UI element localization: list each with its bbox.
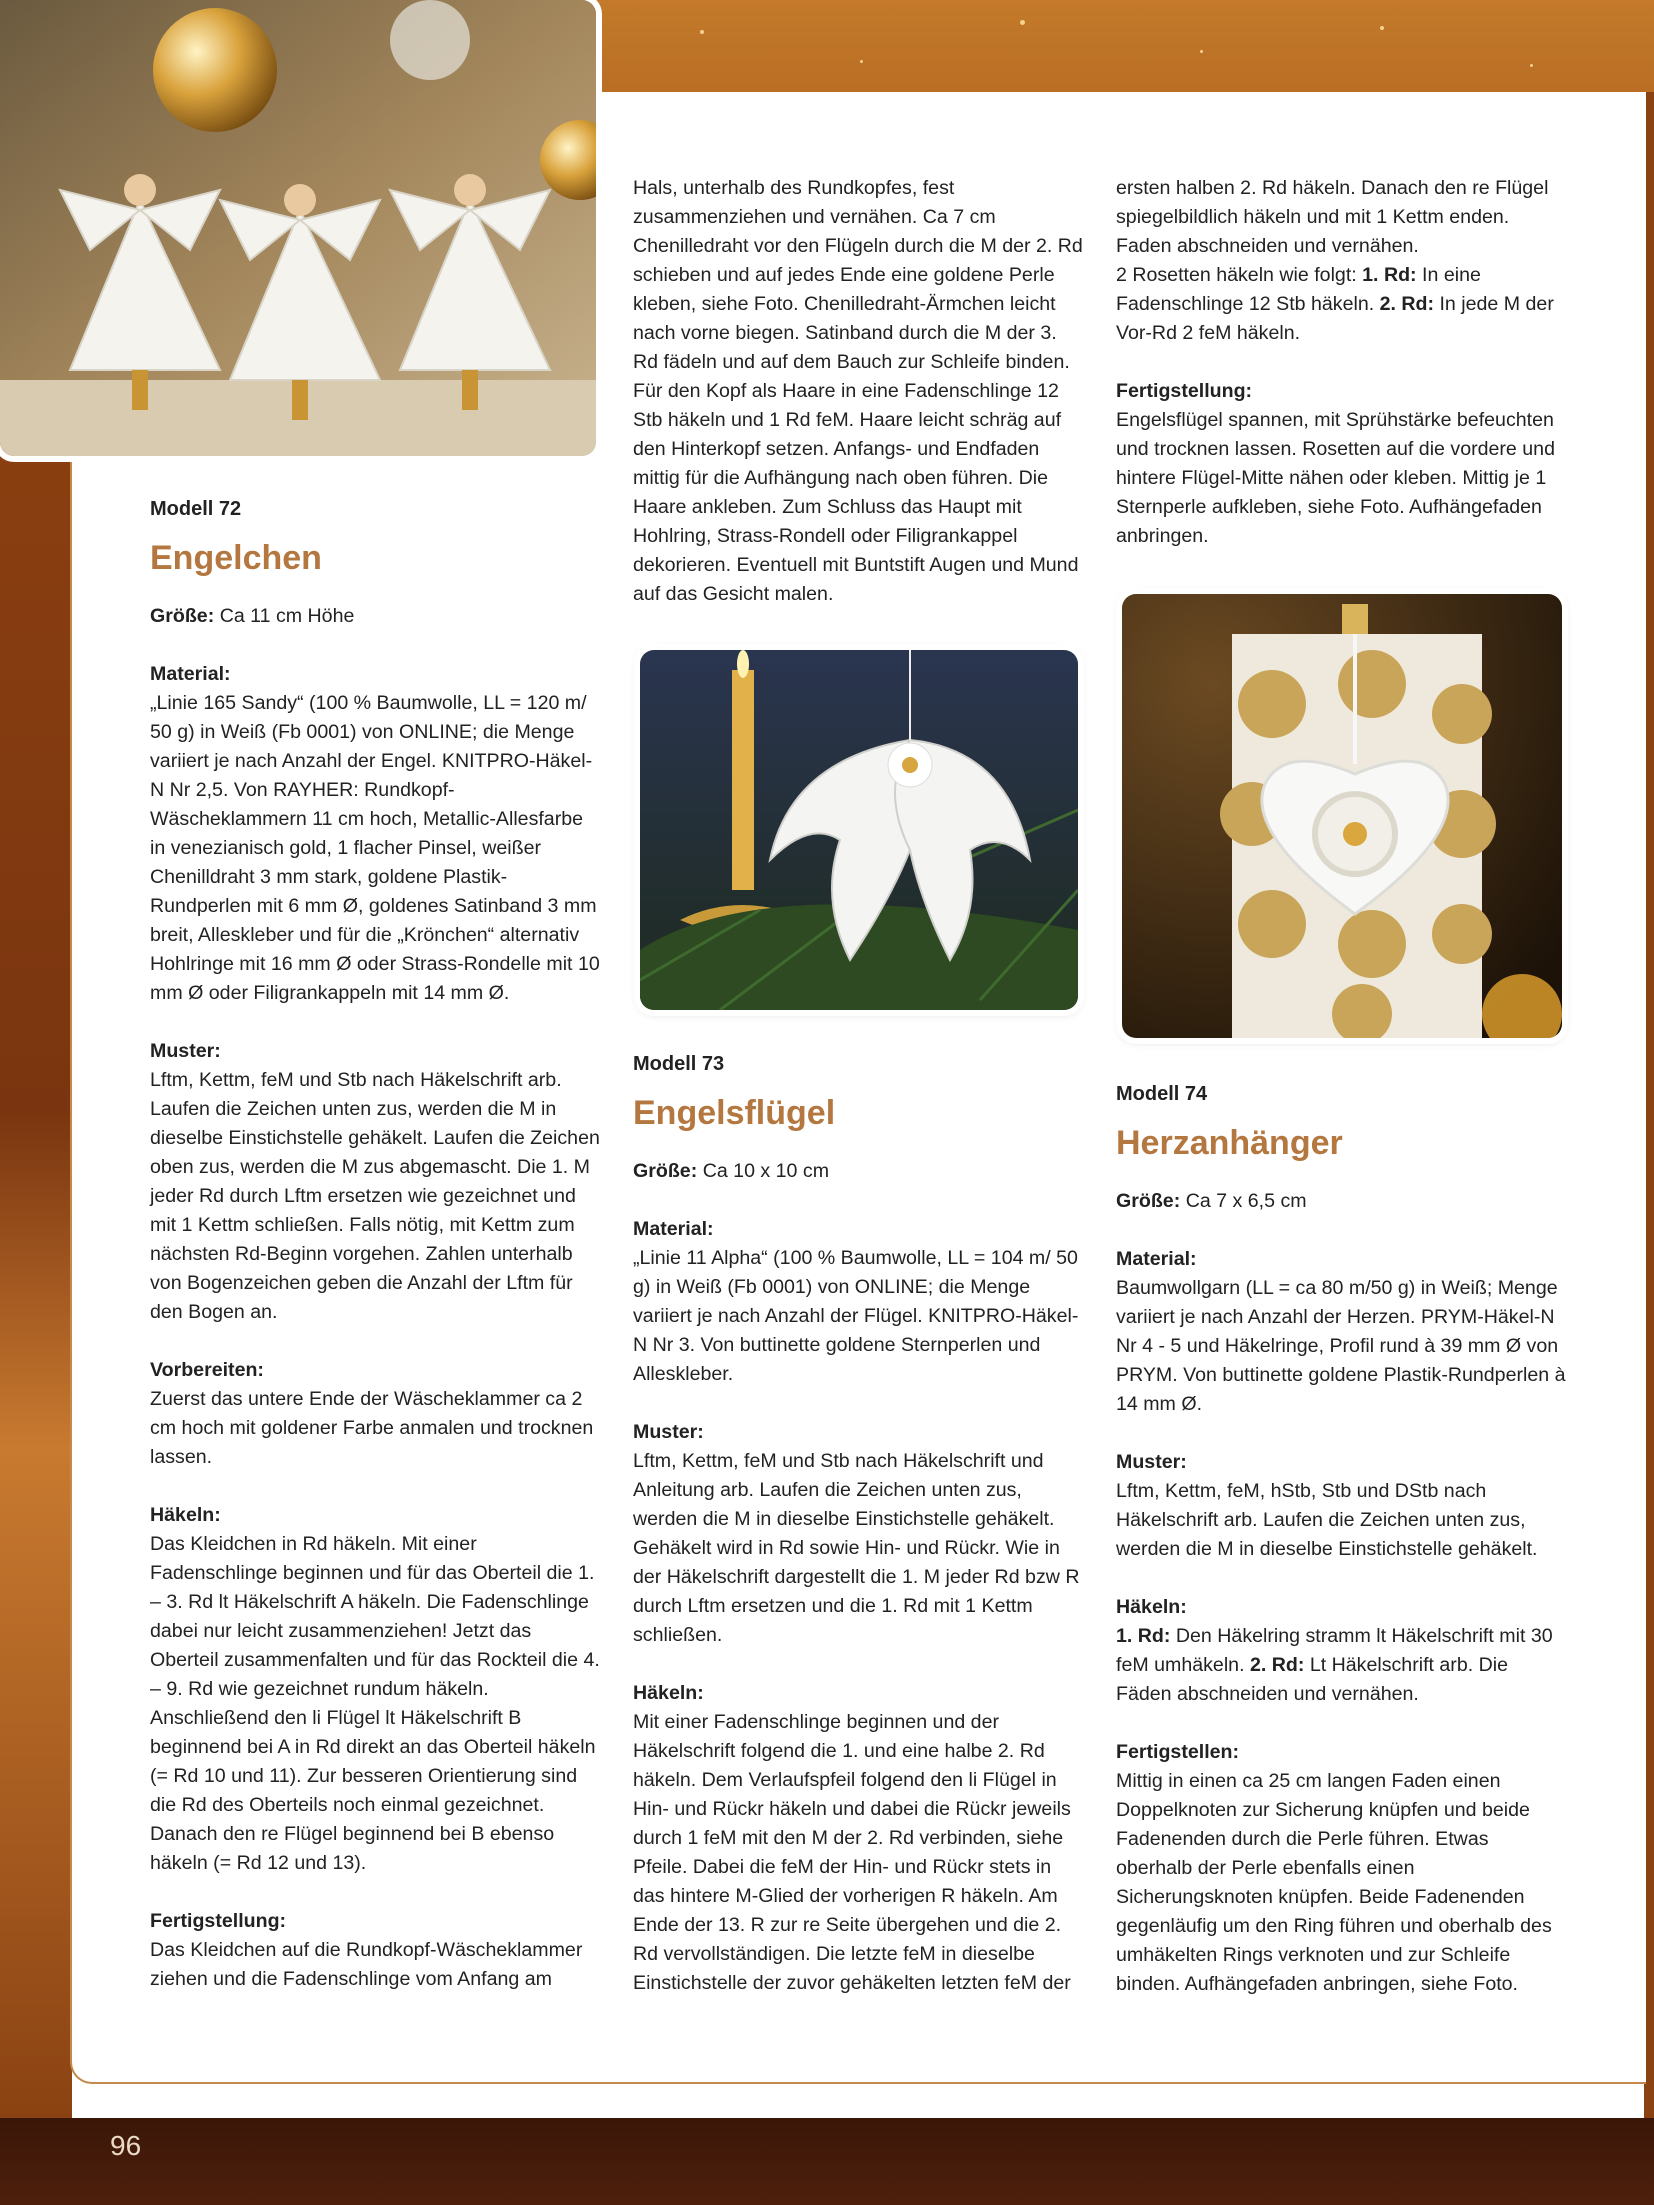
material-label: Material: xyxy=(633,1218,714,1240)
model-72-material xyxy=(150,660,602,1008)
fertigstellen-label: Fertigstellen: xyxy=(1116,1741,1240,1763)
model-73-fertigstellung xyxy=(1116,377,1568,551)
model-73-continued-column xyxy=(1116,174,1568,580)
vorbereiten-text: Zuerst das untere Ende der Wäscheklammer ca 2 cm hoch mit goldener Farbe anmalen und trocknen lassen. xyxy=(150,1388,594,1468)
vorbereiten-label: Vorbereiten: xyxy=(150,1359,264,1381)
angel-wing-illustration xyxy=(640,650,1078,1010)
rosetten-intro: 2 Rosetten häkeln wie folgt: xyxy=(1116,264,1363,286)
model-73-muster xyxy=(633,1418,1085,1650)
model-73-kicker: Modell 73 xyxy=(633,1053,725,1075)
material-text: „Linie 165 Sandy“ (100 % Baumwolle, LL = 120 m/ 50 g) in Weiß (Fb 0001) von ONLINE; die Menge variiert je nach Anzahl der Engel. KNITPRO-Häkel-N Nr 2,5. Von RAYHER: Rundkopf-Wäscheklammern 11 cm hoch, Metallic-Allesfarbe in venezianisch gold, 1 flacher Pinsel, weißer Chenilldraht 3 mm stark, goldene Plastik-Rundperlen mit 6 mm Ø, goldenes Satinband 3 mm breit, Alleskleber und für die „Krönchen“ alternativ Hohlringe mit 16 mm Ø oder Strass-Rondelle mit 10 mm Ø oder Filigrankappeln mit 14 mm Ø. xyxy=(150,692,600,1004)
size-value: Ca 11 cm Höhe xyxy=(219,605,355,627)
angel-wing-photo xyxy=(640,650,1078,1010)
size-value: Ca 7 x 6,5 cm xyxy=(1185,1190,1307,1212)
model-72-haekeln xyxy=(150,1501,602,1878)
muster-text: Lftm, Kettm, feM und Stb nach Häkelschrift arb. Laufen die Zeichen unten zus, werden die M in dieselbe Einstichstelle gehäkelt. Laufen die Zeichen oben zus, werden die M zus abgemascht. Die 1. M jeder Rd durch Lftm ersetzen wie gezeichnet und mit 1 Kettm schließen. Falls nötig, mit Kettm zum nächsten Rd-Beginn vorgehen. Zahlen unterhalb von Bogenzeichen geben die Anzahl der Lftm für den Bogen an. xyxy=(150,1069,600,1323)
model-72-vorbereiten xyxy=(150,1356,602,1472)
size-label: Größe: xyxy=(1116,1190,1181,1212)
size-label: Größe: xyxy=(633,1160,698,1182)
round-2-label: 2. Rd: xyxy=(1379,293,1435,315)
angel-ornaments-illustration xyxy=(0,0,596,456)
model-73-title: Engelsflügel xyxy=(633,1094,836,1132)
model-74-kicker: Modell 74 xyxy=(1116,1083,1208,1105)
page-number: 96 xyxy=(110,2130,142,2161)
round-2-label: 2. Rd: xyxy=(1249,1654,1305,1676)
model-74-column xyxy=(1116,1080,1568,2028)
model-72-kicker: Modell 72 xyxy=(150,498,242,520)
heart-pendant-illustration xyxy=(1122,594,1562,1038)
model-74-title: Herzanhänger xyxy=(1116,1124,1343,1162)
model-74-material xyxy=(1116,1245,1568,1419)
rosetten-text xyxy=(1116,261,1568,348)
fertigstellung-text: Engelsflügel spannen, mit Sprühstärke befeuchten und trocknen lassen. Rosetten auf die vordere und hintere Flügel-Mitte nähen oder kleben. Mittig je 1 Sternperle aufkleben, siehe Foto. Aufhängefaden anbringen. xyxy=(1116,409,1555,547)
material-text: Baumwollgarn (LL = ca 80 m/50 g) in Weiß; Menge variiert je nach Anzahl der Herzen. PRYM-Häkel-N Nr 4 - 5 und Häkelringe, Profil rund à 39 mm Ø von PRYM. Von buttinette goldene Plastik-Rundperlen à 14 mm Ø. xyxy=(1116,1277,1566,1415)
heart-pendant-photo xyxy=(1122,594,1562,1038)
size-label: Größe: xyxy=(150,605,215,627)
model-73-haekeln xyxy=(633,1679,1085,1998)
model-72-continued-text: Hals, unterhalb des Rundkopfes, fest zusammenziehen und vernähen. Ca 7 cm Chenilledraht vor den Flügeln durch die M der 2. Rd schieben und auf jedes Ende eine goldene Perle kleben, siehe Foto. Chenilledraht-Ärmchen leicht nach vorne biegen. Satinband durch die M der 3. Rd fädeln und auf dem Bauch zur Schleife binden. Für den Kopf als Haare in eine Fadenschlinge 12 Stb häkeln und 1 Rd feM. Haare leicht schräg auf den Hinterkopf setzen. Anfangs- und Endfaden mittig für die Aufhängung nach oben führen. Die Haare ankleben. Zum Schluss das Haupt mit Hohlring, Strass-Rondell oder Filigrankappel dekorieren. Eventuell mit Buntstift Augen und Mund auf das Gesicht malen. xyxy=(633,177,1083,605)
model-72-size xyxy=(150,602,602,631)
material-label: Material: xyxy=(150,663,231,685)
model-74-fertigstellen xyxy=(1116,1738,1568,1999)
fertigstellung-text: Das Kleidchen auf die Rundkopf-Wäscheklammer ziehen und die Fadenschlinge vom Anfang am xyxy=(150,1939,583,1990)
left-border-decoration xyxy=(0,440,72,2120)
model-74-haekeln xyxy=(1116,1593,1568,1709)
model-74-size xyxy=(1116,1187,1568,1216)
round-1-text: In eine Fadenschlinge 12 Stb häkeln. xyxy=(1116,264,1481,315)
round-1-text: Den Häkelring stramm lt Häkelschrift mit 30 feM umhäkeln. xyxy=(1116,1625,1553,1676)
model-72-column xyxy=(150,495,602,2023)
haekeln-label: Häkeln: xyxy=(150,1504,221,1526)
haekeln-text: Mit einer Fadenschlinge beginnen und der Häkelschrift folgend die 1. und eine halbe 2. Rd häkeln. Dem Verlaufspfeil folgend den li Flügel in Hin- und Rückr häkeln und dabei die Rückr jeweils durch 1 feM mit den M der 2. Rd verbinden, siehe Pfeile. Dabei die feM der Hin- und Rückr stets in das hintere M-Glied der vorherigen R häkeln. Am Ende der 13. R zur re Seite übergehen und die 2. Rd vervollständigen. Die letzte feM in dieselbe Einstichstelle der zuvor gehäkelten letzten feM der xyxy=(633,1711,1071,1994)
round-1-label: 1. Rd: xyxy=(1362,264,1417,286)
haekeln-label: Häkeln: xyxy=(633,1682,704,1704)
muster-text: Lftm, Kettm, feM und Stb nach Häkelschrift und Anleitung arb. Laufen die Zeichen unten zus, werden die M in dieselbe Einstichstelle gehäkelt. Gehäkelt wird in Rd sowie Hin- und Rückr. Wie in der Häkelschrift dargestellt die 1. M jeder Rd bzw R durch Lftm ersetzen und die 1. Rd mit 1 Kettm schließen. xyxy=(633,1450,1080,1646)
model-72-muster xyxy=(150,1037,602,1327)
round-2-text: Lt Häkelschrift arb. Die Fäden abschneiden und vernähen. xyxy=(1116,1654,1509,1705)
round-2-text: In jede M der Vor-Rd 2 feM häkeln. xyxy=(1116,293,1554,344)
round-1-label: 1. Rd: xyxy=(1116,1625,1171,1647)
footer-background xyxy=(0,2118,1654,2205)
material-text: „Linie 11 Alpha“ (100 % Baumwolle, LL = 104 m/ 50 g) in Weiß (Fb 0001) von ONLINE; die Menge variiert je nach Anzahl der Flügel. KNITPRO-Häkel-N Nr 3. Von buttinette goldene Sternperlen und Alleskleber. xyxy=(633,1247,1079,1385)
haekeln-label: Häkeln: xyxy=(1116,1596,1187,1618)
material-label: Material: xyxy=(1116,1248,1197,1270)
model-72-title: Engelchen xyxy=(150,539,322,577)
model-72-continued-column xyxy=(633,174,1085,638)
model-73-material xyxy=(633,1215,1085,1389)
muster-label: Muster: xyxy=(1116,1451,1187,1473)
fertigstellen-text: Mittig in einen ca 25 cm langen Faden einen Doppelknoten zur Sicherung knüpfen und beide Fadenenden durch die Perle führen. Etwas oberhalb der Perle ebenfalls einen Sicherungsknoten knüpfen. Beide Fadenenden gegenläufig um den Ring führen und oberhalb des umhäkelten Rings verknoten und zur Schleife binden. Aufhängefaden anbringen, siehe Foto. xyxy=(1116,1770,1552,1995)
haekeln-text: Das Kleidchen in Rd häkeln. Mit einer Fadenschlinge beginnen und für das Oberteil die 1. – 3. Rd lt Häkelschrift A häkeln. Die Fadenschlinge dabei nur leicht zusammenziehen! Jetzt das Oberteil zusammenfalten und für das Rockteil die 4. – 9. Rd wie gezeichnet rundum häkeln. Anschließend den li Flügel lt Häkelschrift B beginnend bei A in Rd direkt an das Oberteil häkeln (= Rd 10 und 11). Zur besseren Orientierung sind die Rd des Oberteils noch einmal gezeichnet. Danach den re Flügel beginnend bei B ebenso häkeln (= Rd 12 und 13). xyxy=(150,1533,600,1874)
model-73-column xyxy=(633,1050,1085,2027)
model-73-size xyxy=(633,1157,1085,1186)
muster-label: Muster: xyxy=(150,1040,221,1062)
fertigstellung-label: Fertigstellung: xyxy=(150,1910,287,1932)
angel-ornaments-photo xyxy=(0,0,596,456)
fertigstellung-label: Fertigstellung: xyxy=(1116,380,1253,402)
size-value: Ca 10 x 10 cm xyxy=(702,1160,830,1182)
model-73-continued-text: ersten halben 2. Rd häkeln. Danach den re Flügel spiegelbildlich häkeln und mit 1 Kettm enden. Faden abschneiden und vernähen. xyxy=(1116,177,1549,257)
muster-label: Muster: xyxy=(633,1421,704,1443)
model-72-fertigstellung xyxy=(150,1907,602,1994)
model-74-muster xyxy=(1116,1448,1568,1564)
muster-text: Lftm, Kettm, feM, hStb, Stb und DStb nach Häkelschrift arb. Laufen die Zeichen unten zus, werden die M in dieselbe Einstichstelle gehäkelt. xyxy=(1116,1480,1538,1560)
